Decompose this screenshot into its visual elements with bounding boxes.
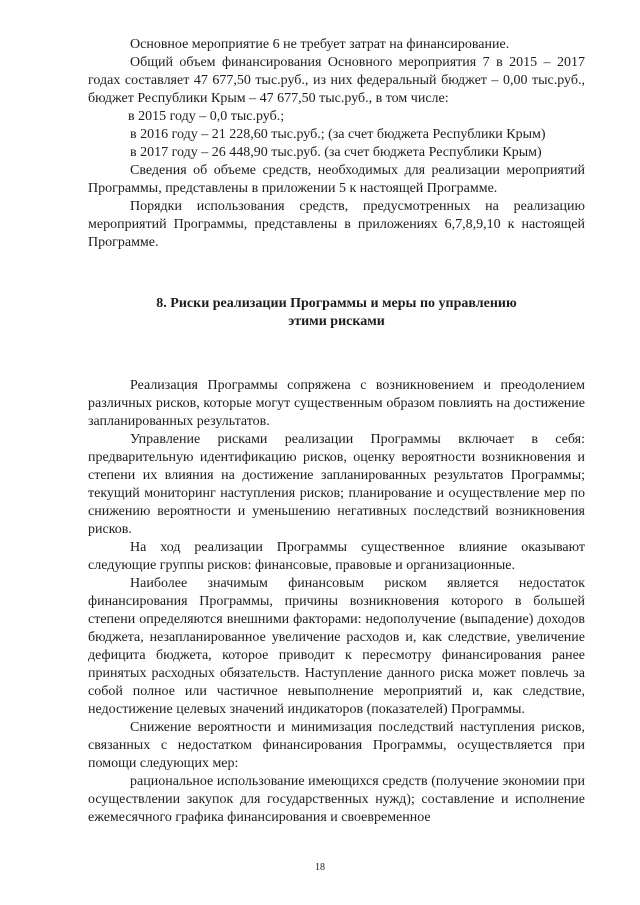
paragraph-activity-7-funding: Общий объем финансирования Основного мероприятия 7 в 2015 – 2017 годах составляет 47 677,50 тыс.руб., из них федеральный бюджет – 0,00 тыс.руб., бюджет Республики Крым – 47 677,50 тыс.руб., в том числе: xyxy=(88,55,585,106)
page-content xyxy=(88,36,585,827)
paragraph-risk-mitigation: Снижение вероятности и минимизация последствий наступления рисков, связанных с недостатком финансирования Программы, осуществляется при помощи следующих мер: xyxy=(88,720,585,771)
paragraph-risks-intro: Реализация Программы сопряжена с возникновением и преодолением различных рисков, которые могут существенным образом повлиять на достижение запланированных результатов. xyxy=(88,378,585,429)
paragraph-risk-groups: На ход реализации Программы существенное влияние оказывают следующие группы рисков: финансовые, правовые и организационные. xyxy=(88,540,585,573)
paragraph-activity-6: Основное мероприятие 6 не требует затрат на финансирование. xyxy=(130,37,510,52)
paragraph-financial-risk: Наиболее значимым финансовым риском является недостаток финансирования Программы, причины возникновения которого в большей степени определяются внешними факторами: недополучение (выпадение) доходов бюджета, незапланированное увеличение расходов и, как следствие, увеличение дефицита бюджета, которое приводит к пересмотру финансирования ранее принятых расходных обязательств. Наступление данного риска может повлечь за собой полное или частичное невыполнение мероприятий и, как следствие, недостижение целевых значений индикаторов (показателей) Программы. xyxy=(88,576,585,717)
funding-year-2017: в 2017 году – 26 448,90 тыс.руб. (за счет бюджета Республики Крым) xyxy=(130,145,542,160)
page-number: 18 xyxy=(315,862,325,873)
section-heading: 8. Риски реализации Программы и меры по управлению этими рисками xyxy=(156,296,517,329)
funding-year-2015: в 2015 году – 0,0 тыс.руб.; xyxy=(128,109,285,124)
paragraph-funding-info: Сведения об объеме средств, необходимых для реализации мероприятий Программы, представлены в приложении 5 к настоящей Программе. xyxy=(88,163,585,196)
paragraph-rational-use: рациональное использование имеющихся средств (получение экономии при осуществлении закупок для государственных нужд); составление и исполнение ежемесячного графика финансирования и своевременное xyxy=(88,774,585,825)
paragraph-risk-management: Управление рисками реализации Программы включает в себя: предварительную идентификацию рисков, оценку вероятности возникновения и степени их влияния на достижение запланированных результатов Программы; текущий мониторинг наступления рисков; планирование и осуществление мер по снижению вероятности и уменьшению негативных последствий возникновения рисков. xyxy=(88,432,585,537)
paragraph-usage-procedures: Порядки использования средств, предусмотренных на реализацию мероприятий Программы, представлены в приложениях 6,7,8,9,10 к настоящей Программе. xyxy=(88,199,585,250)
funding-year-2016: в 2016 году – 21 228,60 тыс.руб.; (за счет бюджета Республики Крым) xyxy=(130,127,546,142)
